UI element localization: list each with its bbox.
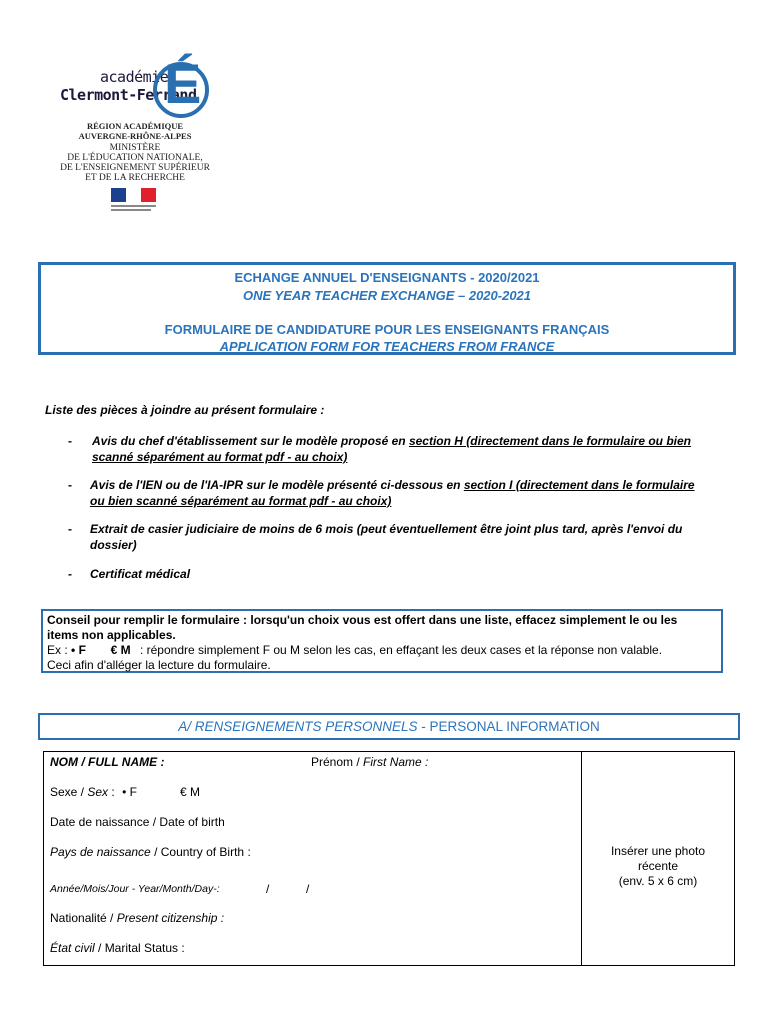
section-a-header — [38, 713, 740, 740]
bullet-icon: • — [122, 785, 127, 799]
photo-line-2: récente — [637, 859, 679, 873]
attachment-item-ien — [90, 477, 735, 509]
ymd-field[interactable] — [50, 883, 220, 895]
tip-example — [47, 643, 717, 658]
sex-option-m-wrap[interactable] — [180, 785, 200, 799]
tip-ex-text: : répondre simplement F ou M selon les cas, en effaçant les deux cases et la réponse non valable. — [139, 643, 663, 657]
attachment-item-certificat: Certificat médical — [90, 567, 191, 581]
country-label-en: / Country of Birth : — [150, 845, 251, 859]
ymd-label: Année/Mois/Jour - Year/Month/Day-: — [50, 883, 220, 895]
attachment-item-casier — [90, 521, 735, 553]
country-of-birth-field[interactable] — [50, 845, 251, 859]
item2-section-link: section I (directement dans le formulaire — [463, 478, 695, 492]
euro-icon: € — [110, 643, 118, 657]
bullet-icon: • — [71, 643, 76, 657]
item2-text-cont: ou bien scanné séparément au format pdf - au choix) — [90, 494, 392, 508]
sex-option-m[interactable]: M — [190, 785, 201, 799]
academie-logo — [60, 52, 210, 122]
nationality-label-fr: Nationalité / — [50, 911, 117, 925]
item3-text: Extrait de casier judiciaire de moins de 6 mois (peut éventuellement être joint plus tard, après l'envoi du — [90, 522, 683, 536]
tip-line-4: Ceci afin d'alléger la lecture du formulaire. — [47, 658, 271, 672]
region-line-1: RÉGION ACADÉMIQUE — [86, 121, 184, 131]
item1-text-cont: scanné séparément au format pdf - au choix) — [92, 450, 348, 464]
title-form-en: APPLICATION FORM FOR TEACHERS FROM FRANCE — [219, 339, 555, 354]
logo-e-letter: É — [164, 52, 202, 115]
republique-francaise-logo — [111, 188, 156, 214]
country-label-fr: Pays de naissance — [50, 845, 151, 859]
item3-text-cont: dossier) — [90, 538, 137, 552]
tip-ex-label: Ex : — [47, 643, 68, 657]
ministry-line-3: DE L'ENSEIGNEMENT SUPÉRIEUR — [60, 163, 210, 173]
title-exchange-fr: ECHANGE ANNUEL D'ENSEIGNANTS - 2020/2021 — [234, 270, 540, 285]
tip-line-1: Conseil pour remplir le formulaire : lorsqu'un choix vous est offert dans une liste, effacez simplement le ou les — [47, 613, 678, 627]
title-form-fr: FORMULAIRE DE CANDIDATURE POUR LES ENSEIGNANTS FRANÇAIS — [164, 322, 610, 337]
tip-line-2: items non applicables. — [47, 628, 176, 642]
sex-field[interactable]: Sexe / Sex : • F — [50, 785, 137, 799]
region-line-2: AUVERGNE-RHÔNE-ALPES — [78, 131, 192, 141]
item2-text: Avis de l'IEN ou de l'IA-IPR sur le modèle présenté ci-dessous en — [90, 478, 464, 492]
first-name-label-en: First Name : — [363, 755, 429, 769]
bullet-dash: - — [68, 434, 72, 448]
title-exchange-en: ONE YEAR TEACHER EXCHANGE – 2020-2021 — [242, 288, 532, 303]
attachments-heading: Liste des pièces à joindre au présent formulaire : — [45, 403, 325, 417]
attachment-item-chef — [92, 433, 732, 465]
bullet-dash: - — [68, 478, 72, 492]
logo-academie-text: académie — [100, 68, 169, 86]
bullet-dash: - — [68, 567, 72, 581]
sex-label-en: Sex — [87, 785, 109, 799]
ymd-separator: / — [306, 882, 310, 896]
ministry-line-1: MINISTÈRE — [109, 143, 161, 153]
region-label — [60, 121, 210, 141]
ministry-line-4: ET DE LA RECHERCHE — [85, 173, 185, 183]
photo-line-3: (env. 5 x 6 cm) — [618, 874, 698, 888]
marital-status-field[interactable] — [50, 941, 185, 955]
sex-option-f[interactable]: F — [129, 785, 137, 799]
tip-opt-m: M — [120, 643, 131, 657]
euro-icon: € — [180, 785, 187, 799]
section-a-title-italic: A/ RENSEIGNEMENTS PERSONNELS — [178, 719, 418, 734]
bullet-dash: - — [68, 522, 72, 536]
photo-instructions — [581, 844, 735, 889]
item1-text: Avis du chef d'établissement sur le modèle proposé en — [92, 434, 409, 448]
tip-box — [41, 609, 723, 673]
tip-opt-f: F — [78, 643, 86, 657]
section-a-title-rest: - PERSONAL INFORMATION — [417, 719, 600, 734]
marital-label-fr: État civil — [50, 941, 95, 955]
ministry-label — [55, 143, 215, 183]
photo-line-1: Insérer une photo — [610, 844, 706, 858]
ministry-line-2: DE L'ÉDUCATION NATIONALE, — [67, 153, 203, 163]
logo-city-text: Clermont-Ferrand — [60, 86, 197, 104]
item1-section-link: section H (directement dans le formulaire ou bien — [408, 434, 692, 448]
ymd-separator: / — [266, 882, 270, 896]
nationality-field[interactable] — [50, 911, 224, 925]
first-name-field[interactable] — [311, 755, 428, 769]
full-name-field[interactable]: NOM / FULL NAME : — [50, 755, 165, 769]
sex-label-fr: Sexe / — [50, 785, 88, 799]
marital-label-en: / Marital Status : — [94, 941, 185, 955]
date-of-birth-label: Date de naissance / Date of birth — [50, 815, 225, 829]
nationality-label-en: Present citizenship : — [116, 911, 225, 925]
title-box — [38, 262, 736, 355]
first-name-label-fr: Prénom / — [311, 755, 364, 769]
